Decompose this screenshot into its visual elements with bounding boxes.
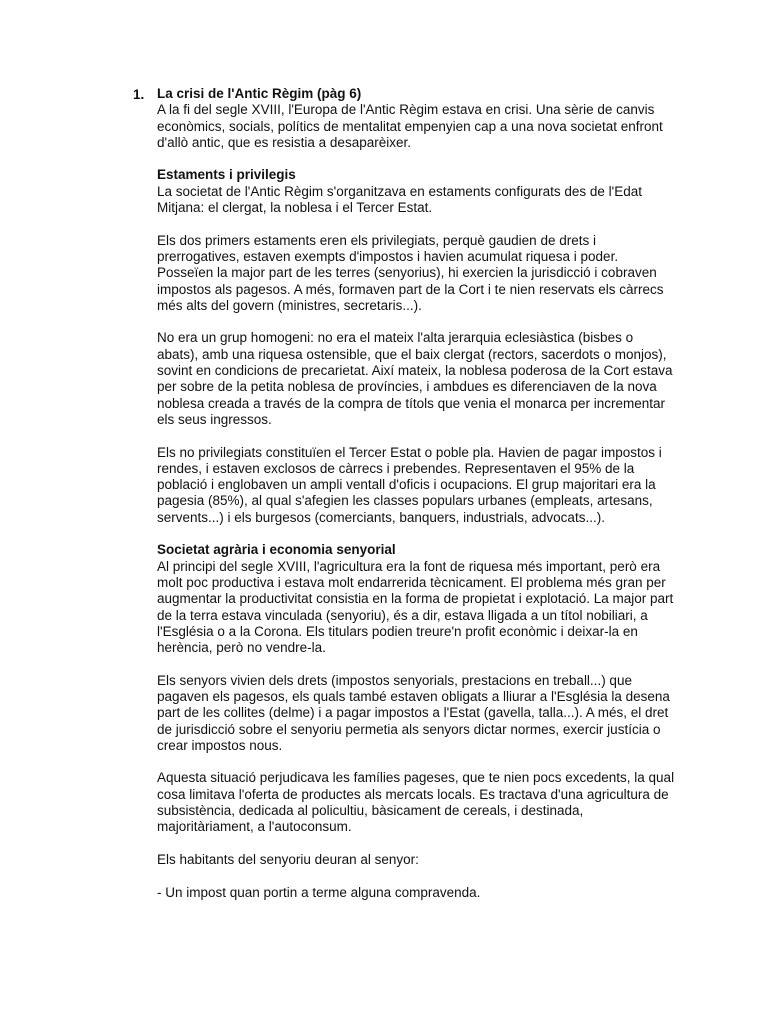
- societat-paragraph-4: Els habitants del senyoriu deuran al senyor:: [157, 851, 419, 867]
- section-intro-paragraph: A la fi del segle XVIII, l'Europa de l'Antic Règim estava en crisi. Una sèrie de canvis econòmics, socials, polítics de mentalitat empenyien cap a una nova societat enfront d'allò antic, que es resistia a desaparèixer.: [157, 102, 663, 150]
- estaments-paragraph-2: Els dos primers estaments eren els privilegiats, perquè gaudien de drets i prerrogatives, estaven exempts d'impostos i havien acumulat riquesa i poder. Posseïen la major part de les terres (senyorius), hi exercien la jurisdicció i cobraven impostos als pagesos. A més, formaven part de la Cort i te nien reservats els càrrecs més alts del govern (ministres, secretaris...).: [157, 232, 664, 313]
- estaments-paragraph-1: La societat de l'Antic Règim s'organitzava en estaments configurats des de l'Edat Mitjana: el clergat, la noblesa i el Tercer Estat.: [157, 183, 642, 216]
- societat-list-item-1: - Un impost quan portin a terme alguna compravenda.: [157, 884, 481, 900]
- societat-paragraph-1: Al principi del segle XVIII, l'agricultura era la font de riquesa més important, però era molt poc productiva i estava molt endarrerida tècnicament. El problema més gran per augmentar la productivitat consistia en la forma de propietat i explotació. La major part de la terra estava vinculada (senyoriu), és a dir, estava lligada a un títol nobiliari, a l'Església o a la Corona. Els titulars podien treure'n profit econòmic i deixar-la en herència, però no vendre-la.: [157, 558, 674, 656]
- estaments-block: [157, 167, 677, 216]
- estaments-heading: Estaments i privilegis: [157, 167, 296, 183]
- document-body: [157, 86, 677, 917]
- estaments-paragraph-4: Els no privilegiats constituïen el Tercer Estat o poble pla. Havien de pagar impostos i rendes, i estaven exclosos de càrrecs i prebendes. Representaven el 95% de la població i englobaven un ampli ventall d'oficis i ocupacions. El grup majoritari era la pagesia (85%), al qual s'afegien les classes populars urbanes (empleats, artesans, servents...) i els burgesos (comerciants, banquers, industrials, advocats...).: [157, 444, 662, 525]
- societat-paragraph-3: Aquesta situació perjudicava les famílies pageses, que te nien pocs excedents, la qual cosa limitava l'oferta de productes als mercats locals. Es tractava d'una agricultura de subsistència, dedicada al policultiu, bàsicament de cereals, i destinada, majoritàriament, a l'autoconsum.: [157, 770, 675, 835]
- section-intro-block: [157, 86, 677, 151]
- societat-heading: Societat agrària i economia senyorial: [157, 542, 396, 558]
- societat-block: [157, 542, 677, 656]
- section-title: La crisi de l'Antic Règim (pàg 6): [157, 86, 362, 101]
- societat-paragraph-2: Els senyors vivien dels drets (impostos senyorials, prestacions en treball...) que pagaven els pagesos, els quals també estaven obligats a lliurar a l'Església la desena part de les collites (delme) i a pagar impostos a l'Estat (gavella, talla...). A més, el dret de jurisdicció sobre el senyoriu permetia als senyors dictar normes, exercir justícia o crear impostos nous.: [157, 672, 670, 753]
- section-number: 1.: [133, 87, 145, 102]
- estaments-paragraph-3: No era un grup homogeni: no era el mateix l'alta jerarquia eclesiàstica (bisbes o abats), amb una riquesa ostensible, que el baix clergat (rectors, sacerdots o monjos), sovint en condicions de precarietat. Així mateix, la noblesa poderosa de la Cort estava per sobre de la petita noblesa de províncies, i ambdues es diferenciaven de la nova noblesa creada a través de la compra de títols que venia el monarca per incrementar els seus ingressos.: [157, 330, 673, 427]
